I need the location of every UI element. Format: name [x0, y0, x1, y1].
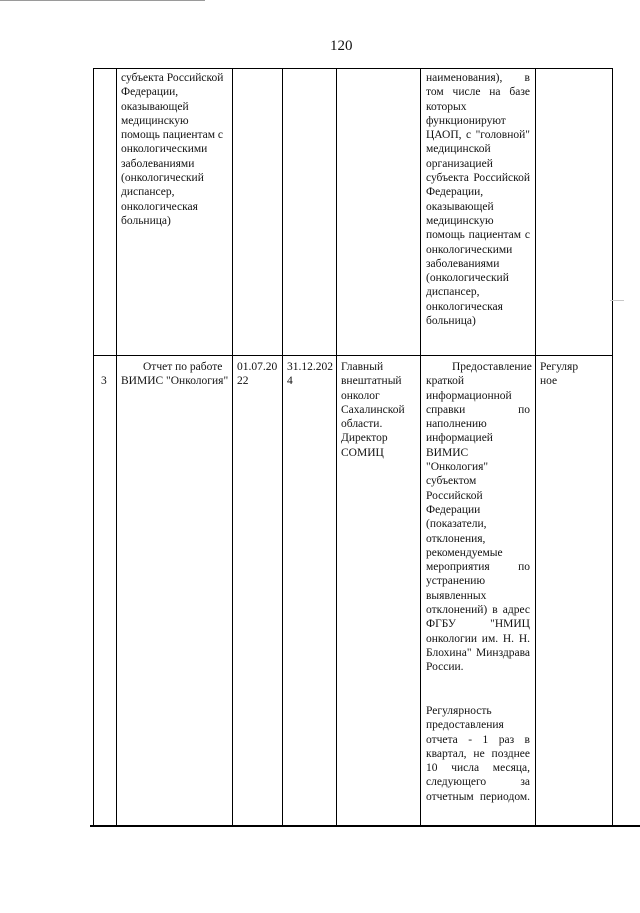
table-vline [116, 68, 117, 825]
row3-regularity-note: Регулярность предоставления отчета - 1 раз в квартал, не позднее 10 числа месяца, следующего за отчетным периодом. [426, 705, 530, 803]
table-hline-top [93, 68, 613, 69]
cont-row-organization-cell: субъекта Российской Федерации, оказывающей медицинскую помощь пациентам с онкологическими заболеваниями (онкологический диспансер, онкологическая больница) [121, 72, 224, 227]
row3-responsible: Главный внештатный онколог Сахалинской области. Директор СОМИЦ [341, 361, 405, 459]
row3-name-cell: Отчет по работе ВИМИС "Онкология" [121, 361, 229, 388]
row3-start-date: 01.07.2022 [237, 361, 278, 388]
table-vline [336, 68, 337, 825]
table-vline [93, 68, 94, 825]
table-vline [282, 68, 283, 825]
row3-end-date: 31.12.2024 [287, 361, 333, 388]
scan-margin-mark [610, 300, 624, 301]
row3-description: Предоставление краткой информационной справки по наполнению информацией ВИМИС "Онкология" субъектом Российской Федерации (показатели, отклонения, рекомендуемые мероприятия по устранению выявленных отклонений) в адрес ФГБУ "НМИЦ онкологии им. Н. Н. Блохина" Минздрава России. [426, 361, 532, 674]
table-vline [232, 68, 233, 825]
table-vline [535, 68, 536, 825]
page-number: 120 [330, 38, 353, 54]
cont-row-description-cell: наименования), в том числе на базе которых функционируют ЦАОП, с "головной" медицинской организацией субъекта Российской Федерации, оказывающей медицинскую помощь пациентам с онкологическими заболеваниями (онкологический диспансер, онкологическая больница) [426, 72, 530, 328]
table-hline-bottom [90, 825, 640, 827]
table-hline-row-separator [93, 355, 613, 356]
row3-number: 3 [101, 375, 107, 387]
table-vline [612, 68, 613, 825]
row3-periodicity: Регулярное [540, 361, 579, 388]
scan-top-edge [0, 0, 205, 1]
table-vline [420, 68, 421, 825]
